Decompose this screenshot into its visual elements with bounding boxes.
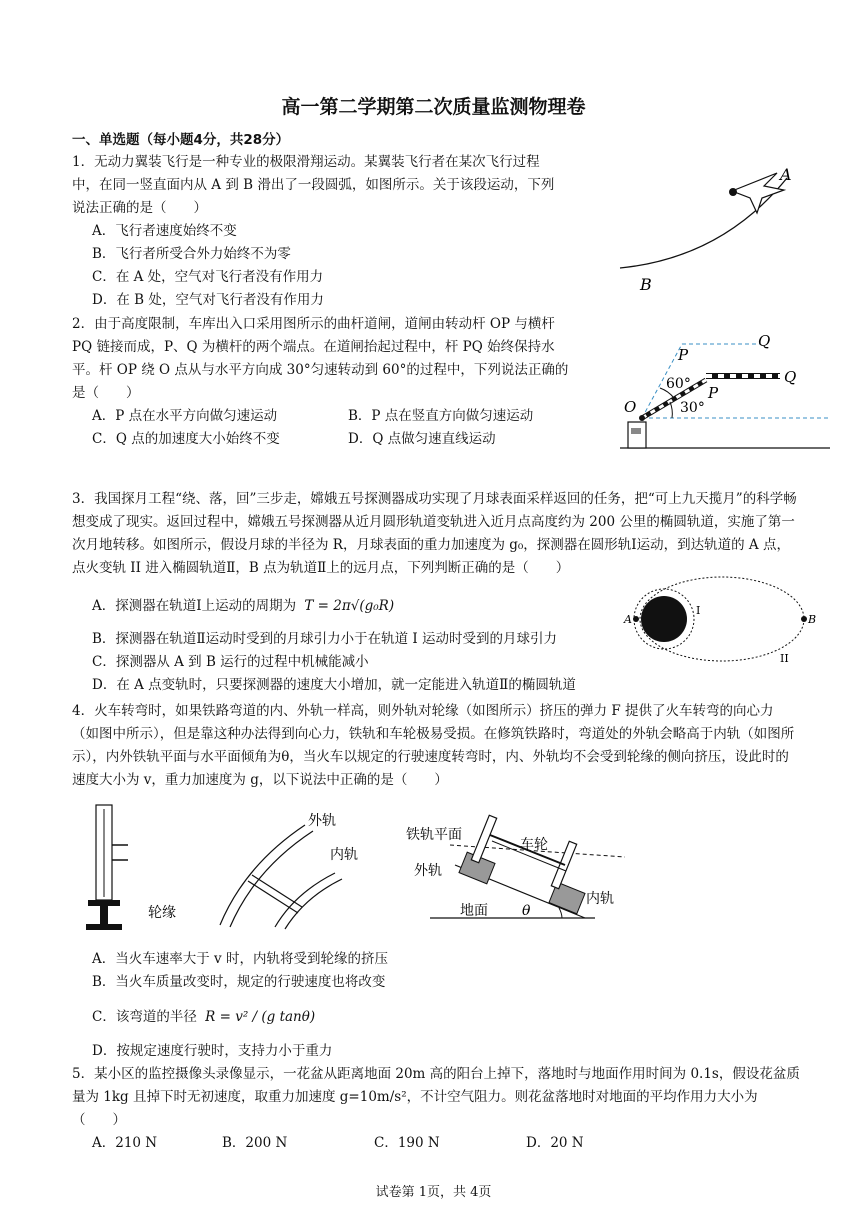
railway-figure (80, 805, 800, 935)
outer-rail-label: 外轨 (414, 863, 442, 879)
option-b: B．探测器在轨道Ⅱ运动时受到的月球引力小于在轨道 I 运动时受到的月球引力 (92, 631, 558, 647)
question-text: 3．我国探月工程“绕、落，回”三步走，嫦娥五号探测器成功实现了月球表面采样返回的任务，把“可上九天揽月”的科学畅想变成了现实。返回过程中，嫦娥五号探测器从近月圆形轨道变轨进入近月点高度约为 200 公里的椭圆轨道，实施了第一次月地转移。如图所示，假设月球的半径为 R，月球表面的重力加速度为 g₀，探测器在圆形轨Ⅰ运动，到达轨道的 A 点，点火变轨 II 进入椭圆轨道Ⅱ，B 点为轨道Ⅱ上的远月点，下列判断正确的是（ ） (72, 491, 797, 576)
point-b-label: B (640, 275, 652, 294)
angle-60-label: 60° (666, 376, 691, 392)
wingsuit-flyer-icon (729, 173, 784, 213)
wheel-label: 车轮 (520, 837, 548, 853)
orbit-ii-label: II (780, 652, 789, 665)
theta-label: θ (522, 903, 531, 919)
question-text-line: 1．无动力翼装飞行是一种专业的极限滑翔运动。某翼装飞行者在某次飞行过程 (72, 154, 540, 170)
point-a-label: A (624, 613, 632, 626)
option-a: A．210 N (92, 1135, 158, 1151)
moon-icon (641, 596, 687, 642)
option-a: A．飞行者速度始终不变 (92, 223, 237, 239)
point-p-label: P (708, 384, 719, 402)
option-b: B．飞行者所受合外力始终不为零 (92, 246, 291, 262)
inner-rail-label: 内轨 (330, 847, 358, 863)
option-d: D．Q 点做匀速直线运动 (348, 431, 496, 447)
question-text-line: 说法正确的是（ ） (72, 200, 207, 216)
point-b-label: B (808, 613, 817, 626)
page-footer: 试卷第 1页，共 4页 (375, 1185, 492, 1200)
track-plane-label: 铁轨平面 (406, 827, 462, 843)
option-c: C．在 A 处，空气对飞行者没有作用力 (92, 269, 324, 285)
option-c: C．190 N (374, 1135, 440, 1151)
orbit-i-label: I (696, 604, 701, 617)
option-c: C．探测器从 A 到 B 运行的过程中机械能减小 (92, 654, 369, 670)
option-b: B．P 点在竖直方向做匀速运动 (348, 408, 534, 424)
angle-30-label: 30° (680, 400, 705, 416)
option-d: D．按规定速度行驶时，支持力小于重力 (92, 1043, 333, 1059)
option-d: D．20 N (526, 1135, 584, 1151)
option-a: A．P 点在水平方向做匀速运动 (92, 408, 278, 424)
rim-label: 轮缘 (148, 905, 176, 921)
option-d: D．在 A 点变轨时，只要探测器的速度大小增加，就一定能进入轨道Ⅱ的椭圆轨道 (92, 677, 576, 693)
option-c: C．Q 点的加速度大小始终不变 (92, 431, 280, 447)
option-a: A．当火车速率大于 v 时，内轨将受到轮缘的挤压 (92, 951, 388, 967)
point-q-label: Q (758, 332, 771, 350)
radius-formula: R = v² / (g tanθ) (205, 1009, 316, 1025)
ground-label: 地面 (460, 903, 488, 919)
question-text-line: 中，在同一竖直面内从 A 到 B 滑出了一段圆弧，如图所示。关于该段运动，下列 (72, 177, 555, 193)
outer-rail-label: 外轨 (308, 813, 336, 829)
point-a-label: A (780, 165, 792, 184)
question-text-line: PQ 链接而成，P、Q 为横杆的两个端点。在道闸抬起过程中，杆 PQ 始终保持水 (72, 339, 555, 355)
option-d: D．在 B 处，空气对飞行者没有作用力 (92, 292, 324, 308)
option-c (92, 1006, 315, 1028)
question-text-line: 平。杆 OP 绕 O 点从与水平方向成 30°匀速转动到 60°的过程中，下列说法正确的 (72, 362, 569, 378)
wingsuit-figure (612, 158, 802, 298)
point-o-label: O (624, 398, 637, 416)
point-q-label: Q (784, 368, 797, 386)
section-heading: 一、单选题（每小题4分，共28分） (72, 132, 290, 148)
option-b: B．当火车质量改变时，规定的行驶速度也将改变 (92, 974, 386, 990)
period-formula: T = 2π√(g₀R) (304, 598, 395, 614)
question-text-line: 2．由于高度限制，车库出入口采用图所示的曲杆道闸，道闸由转动杆 OP 与横杆 (72, 316, 555, 332)
option-b: B．200 N (222, 1135, 288, 1151)
question-text: 4．火车转弯时，如果铁路弯道的内、外轨一样高，则外轨对轮缘（如图所示）挤压的弹力 F 提供了火车转弯的向心力（如图中所示），但是靠这种办法得到向心力，铁轨和车轮极易受损。在修筑铁路时，弯道处的外轨会略高于内轨（如图所示），内外铁轨平面与水平面倾角为θ，当火车以规定的行驶速度转弯时，内、外轨均不会受到轮缘的侧向挤压，设此时的速度大小为 v，重力加速度为 g，以下说法中正确的是（ ） (72, 703, 795, 788)
question-text: 5．某小区的监控摄像头录像显示，一花盆从距离地面 20m 高的阳台上掉下，落地时与地面作用时间为 0.1s，假设花盆质量为 1kg 且掉下时无初速度，取重力加速度 g=10m/s²，不计空气阻力。则花盆落地时对地面的平均作用力大小为（ ） (72, 1066, 800, 1128)
option-a-text: A．探测器在轨道Ⅰ上运动的周期为 (92, 598, 297, 614)
page-title: 高一第二学期第二次质量监测物理卷 (281, 96, 586, 118)
option-a (92, 595, 394, 617)
point-p-label: P (678, 346, 689, 364)
lunar-orbit-figure (622, 570, 822, 670)
barrier-gate-figure (620, 330, 830, 455)
question-text-line: 是（ ） (72, 385, 140, 401)
inner-rail-label: 内轨 (586, 891, 614, 907)
option-c-text: C．该弯道的半径 (92, 1009, 197, 1025)
